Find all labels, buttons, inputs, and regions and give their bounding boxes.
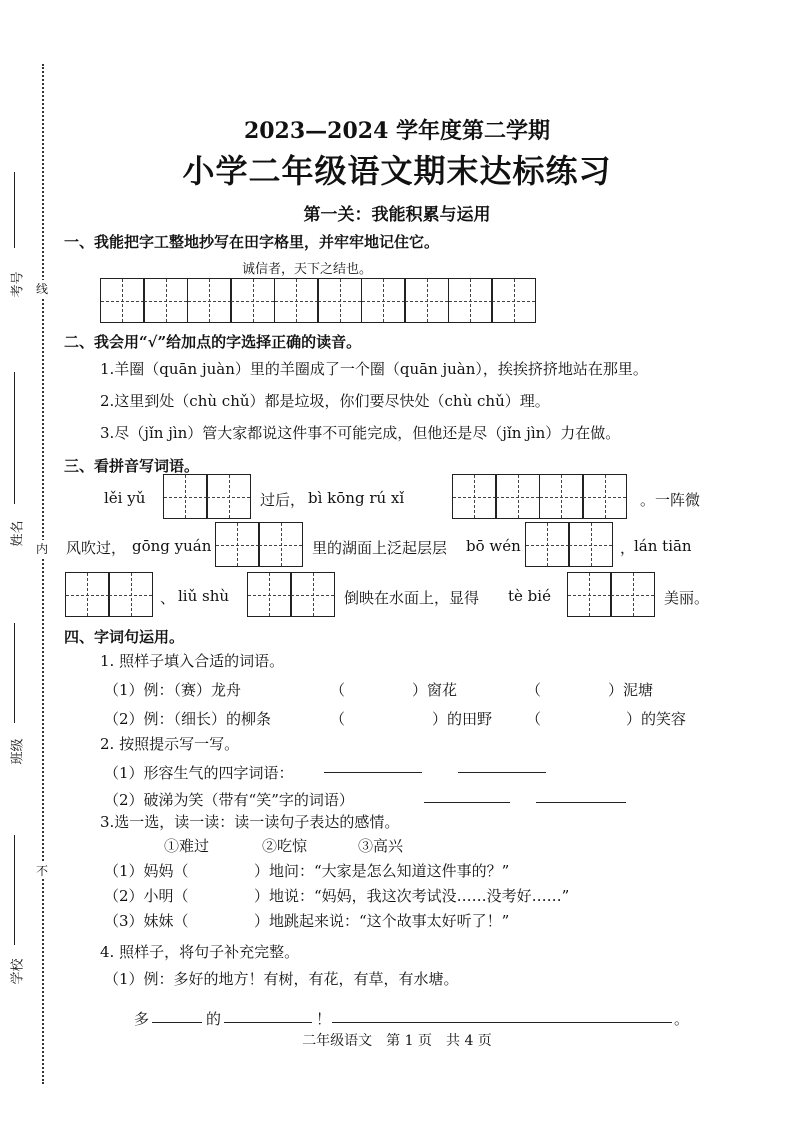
tianzige-cell[interactable] xyxy=(100,278,145,323)
q1-model-text: 诚信者，天下之结也。 xyxy=(242,262,373,277)
grid-lantian[interactable] xyxy=(66,572,153,617)
q4-heading: 四、字词句运用。 xyxy=(64,628,185,646)
grid-bikongruxi[interactable] xyxy=(453,474,627,519)
q3-text-4: 里的湖面上泛起层层 xyxy=(312,539,448,557)
answer-line[interactable] xyxy=(536,788,626,803)
tianzige-cell[interactable] xyxy=(539,474,584,519)
q4-sub-2: 2. 按照提示写一写。 xyxy=(100,735,240,753)
q4-row1-word-1: ）窗花 xyxy=(412,681,458,699)
q4-write-2: （2）破涕为笑（带有“笑”字的词语） xyxy=(104,791,354,809)
q4-row2-paren-open-2[interactable]: （ xyxy=(526,710,542,728)
tianzige-cell[interactable] xyxy=(163,474,208,519)
q4-row1-word-2: ）泥塘 xyxy=(608,681,654,699)
tianzige-cell[interactable] xyxy=(582,474,627,519)
q3-text-6: 、 xyxy=(160,589,176,607)
xuexiao-label: 学校 xyxy=(10,958,26,985)
term-title: 2023—2024 学年度第二学期 xyxy=(243,118,551,144)
tianzige-cell[interactable] xyxy=(491,278,536,323)
fill-char-de: 的 xyxy=(206,1010,222,1028)
pinyin-leiyu: lěi yǔ xyxy=(104,489,146,507)
tianzige-cell[interactable] xyxy=(274,278,319,323)
tianzige-cell[interactable] xyxy=(65,572,110,617)
fill-period: 。 xyxy=(674,1010,690,1028)
q4-example-sentence: （1）例：多好的地方！有树，有花，有草，有水塘。 xyxy=(104,970,459,988)
q2-heading: 二、我会用“√”给加点的字选择正确的读音。 xyxy=(64,333,362,351)
q4-row2-paren-open-1[interactable]: （ xyxy=(330,710,346,728)
q3-text-3: 风吹过， xyxy=(66,539,127,557)
q3-text-8: 美丽。 xyxy=(664,589,710,607)
q4-choice-3-lead[interactable]: （3）妹妹（ xyxy=(104,912,189,930)
banji-label: 班级 xyxy=(10,738,26,765)
kaohao-label: 考号 xyxy=(10,271,26,298)
fill-char-duo: 多 xyxy=(134,1010,150,1028)
xuexiao-line xyxy=(14,835,15,945)
q4-row1-paren-open-2[interactable]: （ xyxy=(526,681,542,699)
tianzige-cell[interactable] xyxy=(108,572,153,617)
q3-heading: 三、看拼音写词语。 xyxy=(64,457,200,475)
grid-gongyuan[interactable] xyxy=(216,522,303,567)
tianzige-cell[interactable] xyxy=(361,278,406,323)
tianzige-cell[interactable] xyxy=(610,572,655,617)
xingming-line xyxy=(14,372,15,504)
answer-line[interactable] xyxy=(424,788,510,803)
tianzige-cell[interactable] xyxy=(495,474,540,519)
part-title: 第一关：我能积累与运用 xyxy=(303,205,491,225)
pinyin-liushu: liǔ shù xyxy=(178,587,230,605)
q1-writing-grid[interactable] xyxy=(101,278,536,323)
page-footer: 二年级语文 第 1 页 共 4 页 xyxy=(302,1033,492,1049)
pinyin-bikongruxi: bì kōng rú xǐ xyxy=(308,489,405,507)
page-title: 小学二年级语文期末达标练习 xyxy=(182,152,612,190)
grid-bowen[interactable] xyxy=(526,522,613,567)
q4-sub-3: 3.选一选，读一读：读一读句子表达的感情。 xyxy=(100,813,400,831)
q2-sentence-1: 1.羊圈（quān juàn）里的羊圈成了一个圈（quān juàn），挨挨挤挤地站在那里。 xyxy=(100,360,648,378)
q4-choice-3-text: ）地跳起来说：“这个故事太好听了！” xyxy=(254,912,510,930)
q4-sub-1: 1. 照样子填入合适的词语。 xyxy=(100,652,285,670)
q2-sentence-3: 3.尽（jǐn jìn）管大家都说这件事不可能完成，但他还是尽（jǐn jìn）力在做。 xyxy=(100,424,621,442)
tianzige-cell[interactable] xyxy=(230,278,275,323)
tianzige-cell[interactable] xyxy=(568,522,613,567)
banji-line xyxy=(14,623,15,723)
option-2: ②吃惊 xyxy=(262,837,308,855)
q4-choice-2-lead[interactable]: （2）小明（ xyxy=(104,887,189,905)
q4-sub-4: 4. 照样子，将句子补充完整。 xyxy=(100,943,300,961)
q4-choice-2-text: ）地说：“妈妈，我这次考试没……没考好……” xyxy=(254,887,570,905)
option-1: ①难过 xyxy=(164,837,210,855)
option-3: ③高兴 xyxy=(358,837,404,855)
q1-heading: 一、我能把字工整地抄写在田字格里，并牢牢地记住它。 xyxy=(64,233,440,251)
tianzige-cell[interactable] xyxy=(187,278,232,323)
pinyin-lantian: lán tiān xyxy=(634,537,692,555)
tianzige-cell[interactable] xyxy=(404,278,449,323)
seal-char-xian: 线 xyxy=(36,282,49,296)
tianzige-cell[interactable] xyxy=(290,572,335,617)
tianzige-cell[interactable] xyxy=(143,278,188,323)
tianzige-cell[interactable] xyxy=(448,278,493,323)
pinyin-gongyuan: gōng yuán xyxy=(132,537,212,555)
tianzige-cell[interactable] xyxy=(215,522,260,567)
tianzige-cell[interactable] xyxy=(247,572,292,617)
q3-text-7: 倒映在水面上，显得 xyxy=(344,589,480,607)
answer-line[interactable] xyxy=(152,1008,202,1023)
tianzige-cell[interactable] xyxy=(206,474,251,519)
tianzige-cell[interactable] xyxy=(452,474,497,519)
q4-row1-example: （1）例：（赛）龙舟 xyxy=(104,681,242,699)
q4-row2-word-1: ）的田野 xyxy=(432,710,493,728)
tianzige-cell[interactable] xyxy=(317,278,362,323)
q4-row2-example: （2）例：（细长）的柳条 xyxy=(104,710,272,728)
fill-exclaim: ！ xyxy=(316,1010,332,1028)
grid-liushu[interactable] xyxy=(248,572,335,617)
pinyin-bowen: bō wén xyxy=(466,537,521,555)
answer-line[interactable] xyxy=(224,1008,312,1023)
seal-char-bu: 不 xyxy=(36,864,49,878)
answer-line[interactable] xyxy=(458,758,546,773)
xingming-label: 姓名 xyxy=(10,520,26,547)
q4-choice-1-text: ）地问：“大家是怎么知道这件事的？” xyxy=(254,862,510,880)
tianzige-cell[interactable] xyxy=(525,522,570,567)
q4-row1-paren-open-1[interactable]: （ xyxy=(330,681,346,699)
q3-text-1: 过后， xyxy=(260,491,306,509)
q2-sentence-2: 2.这里到处（chù chǔ）都是垃圾，你们要尽快处（chù chǔ）理。 xyxy=(100,392,550,410)
tianzige-cell[interactable] xyxy=(567,572,612,617)
seal-char-nei: 内 xyxy=(36,542,49,556)
q3-text-2: 。一阵微 xyxy=(640,491,701,509)
answer-line[interactable] xyxy=(324,758,422,773)
q4-choice-1-lead[interactable]: （1）妈妈（ xyxy=(104,862,189,880)
grid-tebie[interactable] xyxy=(568,572,655,617)
pinyin-tebie: tè bié xyxy=(508,587,551,605)
tianzige-cell[interactable] xyxy=(258,522,303,567)
q4-write-1: （1）形容生气的四字词语： xyxy=(104,764,294,782)
answer-line[interactable] xyxy=(332,1008,672,1023)
q4-row2-word-2: ）的笑容 xyxy=(626,710,687,728)
grid-leiyu[interactable] xyxy=(164,474,251,519)
q3-text-5: ， xyxy=(620,539,636,557)
